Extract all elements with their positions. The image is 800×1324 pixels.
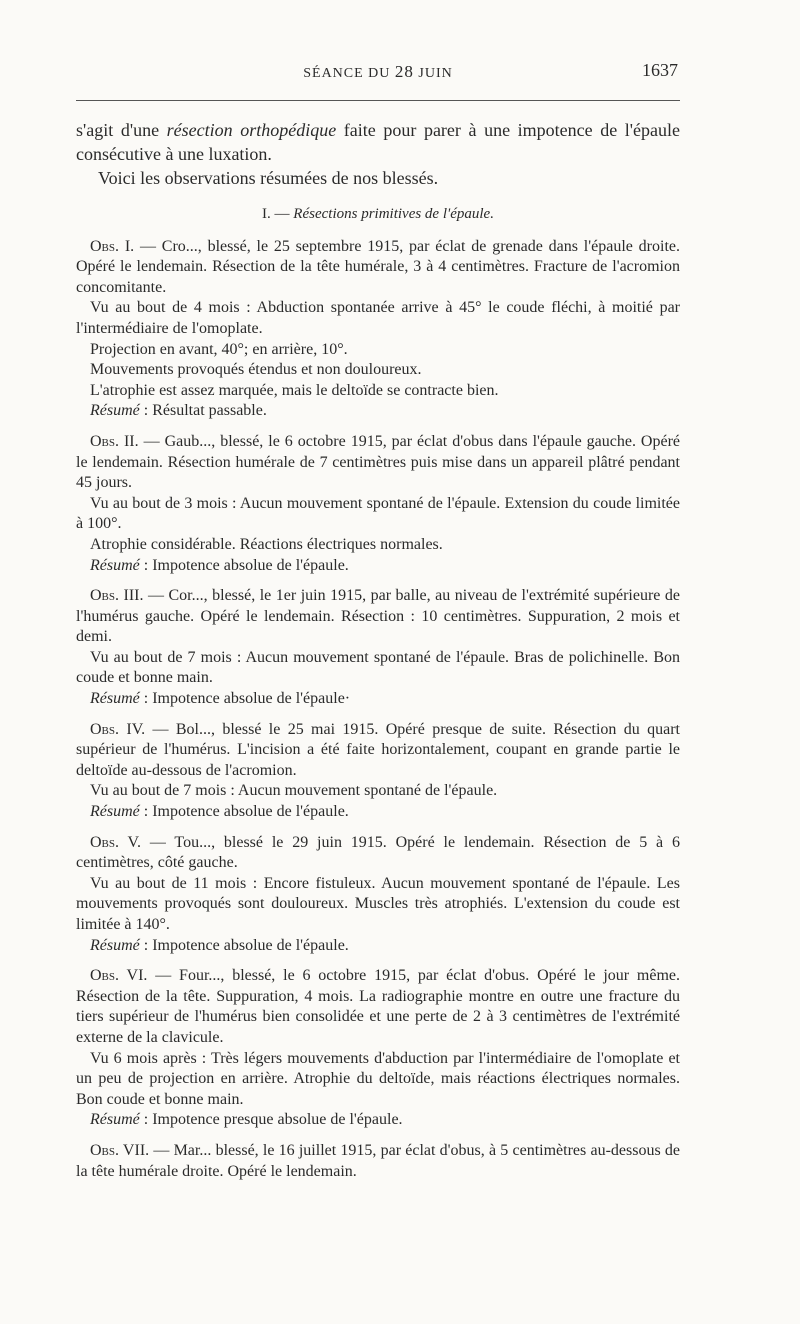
observation-summary — [76, 802, 680, 823]
section-number: I. — — [262, 206, 290, 222]
observation-text: — Gaub..., blessé, le 6 octobre 1915, par éclat d'obus dans l'épaule gauche. Opéré le lendemain. Résection humérale de 7 centimètres puis mise dans un appareil plâtré pendant 45 jours. — [76, 432, 681, 492]
summary-label: Résumé — [90, 936, 140, 954]
observation-paragraph: Projection en avant, 40°; en arrière, 10°. — [90, 340, 348, 358]
summary-text: : Impotence absolue de l'épaule· — [139, 690, 351, 708]
observation-label: Obs. IV. — [90, 720, 146, 738]
observation-label: Obs. VII. — [90, 1141, 150, 1159]
summary-text: : Résultat passable. — [139, 402, 267, 420]
intro-line-1 — [76, 118, 680, 166]
header-rule — [76, 100, 680, 101]
summary-label: Résumé — [90, 1111, 140, 1129]
observation-paragraph: L'atrophie est assez marquée, mais le deltoïde se contracte bien. — [90, 381, 499, 399]
observation-label: Obs. VI. — [90, 967, 148, 985]
observation-block — [76, 586, 680, 710]
observation-label: Obs. I. — [90, 237, 135, 255]
section-heading — [76, 204, 680, 225]
header-title-month: JUIN — [418, 66, 453, 81]
observation-summary — [76, 556, 680, 577]
observation-paragraph: Vu au bout de 3 mois : Aucun mouvement spontané de l'épaule. Extension du coude limitée à 100°. — [76, 494, 680, 533]
observation-label: Obs. II. — [90, 432, 139, 450]
observations-list — [76, 237, 680, 1183]
observation-first-paragraph — [76, 833, 680, 874]
observation-first-paragraph — [76, 720, 680, 782]
summary-label: Résumé — [90, 402, 140, 420]
observation-first-paragraph — [76, 432, 680, 494]
observation-text: — Bol..., blessé le 25 mai 1915. Opéré presque de suite. Résection du quart supérieur de l'humérus. L'incision a été faite horizontalement, coupant en grande partie le deltoïde au-dessous de l'acromion. — [76, 720, 680, 779]
intro-text-cont: faite pour parer à une impotence de l'épaule consécutive à une luxation. — [76, 120, 680, 164]
observation-paragraph: Atrophie considérable. Réactions électriques normales. — [90, 535, 443, 553]
header-title-prefix: SÉANCE DU — [303, 66, 391, 81]
observation-first-paragraph — [76, 237, 680, 299]
observation-first-paragraph — [76, 1141, 680, 1182]
intro-text: s'agit d'une — [76, 120, 167, 140]
observation-text: — Four..., blessé, le 6 octobre 1915, par éclat d'obus. Opéré le jour même. Résection de la tête. Suppuration, 4 mois. La radiographie montre en outre une fracture du tiers supérieur de l'humérus bien consolidée et une perte de 2 à 3 centimètres de l'extrémité externe de la clavicule. — [76, 967, 680, 1046]
observation-first-paragraph — [76, 586, 680, 648]
observation-text: — Mar... blessé, le 16 juillet 1915, par éclat d'obus, à 5 centimètres au-dessous de la tête humérale droite. Opéré le lendemain. — [76, 1141, 681, 1180]
header-title — [76, 62, 680, 82]
observation-block — [76, 1141, 680, 1182]
observation-summary — [76, 1110, 680, 1131]
observation-paragraph: Vu au bout de 4 mois : Abduction spontanée arrive à 45° le coude fléchi, à moitié par l'intermédiaire de l'omoplate. — [76, 299, 680, 337]
summary-label: Résumé — [90, 803, 140, 821]
observation-summary — [76, 936, 680, 957]
summary-text: : Impotence absolue de l'épaule. — [139, 936, 349, 954]
observation-label: Obs. V. — [90, 833, 142, 851]
observation-first-paragraph — [76, 966, 680, 1048]
observation-text: — Cor..., blessé, le 1er juin 1915, par balle, au niveau de l'extrémité supérieure de l'humérus gauche. Opéré le lendemain. Résection : 10 centimètres. Suppuration, 2 mois et demi. — [76, 587, 680, 646]
observation-summary — [76, 401, 680, 422]
summary-text: : Impotence presque absolue de l'épaule. — [139, 1111, 403, 1129]
observation-paragraph: Vu au bout de 11 mois : Encore fistuleux. Aucun mouvement spontané de l'épaule. Les mouvements provoqués sont douloureux. Muscles très atrophiés. L'extension du coude est limitée à 140°. — [76, 874, 680, 933]
summary-text: : Impotence absolue de l'épaule. — [139, 556, 349, 574]
summary-label: Résumé — [90, 690, 140, 708]
observation-block — [76, 966, 680, 1131]
intro-line-2: Voici les observations résumées de nos blessés. — [98, 168, 439, 188]
observation-label: Obs. III. — [90, 587, 144, 605]
running-header — [76, 60, 680, 90]
summary-label: Résumé — [90, 556, 140, 574]
intro-paragraph — [76, 118, 680, 190]
observation-paragraph: Mouvements provoqués étendus et non douloureux. — [90, 361, 422, 379]
observation-text: — Cro..., blessé, le 25 septembre 1915, par éclat de grenade dans l'épaule droite. Opéré le lendemain. Résection de la tête humérale, 3 à 4 centimètres. Fracture de l'acromion concomitante. — [76, 237, 681, 296]
observation-block — [76, 833, 680, 957]
intro-emphasis: résection orthopédique — [166, 120, 337, 140]
header-title-day: 28 — [394, 62, 414, 81]
observation-paragraph: Vu au bout de 7 mois : Aucun mouvement spontané de l'épaule. Bras de polichinelle. Bon coude et bonne main. — [76, 648, 680, 687]
observation-paragraph: Vu 6 mois après : Très légers mouvements d'abduction par l'intermédiaire de l'omoplate et un peu de projection en arrière. Atrophie du deltoïde, mais réactions électriques normales. Bon coude et bonne main. — [76, 1049, 680, 1108]
section-title: Résections primitives de l'épaule. — [293, 206, 494, 222]
summary-text: : Impotence absolue de l'épaule. — [139, 803, 349, 821]
observation-paragraph: Vu au bout de 7 mois : Aucun mouvement spontané de l'épaule. — [90, 782, 498, 800]
observation-block — [76, 432, 680, 576]
observation-block — [76, 237, 680, 422]
observation-block — [76, 720, 680, 823]
observation-text: — Tou..., blessé le 29 juin 1915. Opéré le lendemain. Résection de 5 à 6 centimètres, côté gauche. — [76, 833, 680, 872]
page-body — [76, 118, 680, 1192]
page-number: 1637 — [642, 60, 678, 80]
observation-summary — [76, 689, 680, 710]
